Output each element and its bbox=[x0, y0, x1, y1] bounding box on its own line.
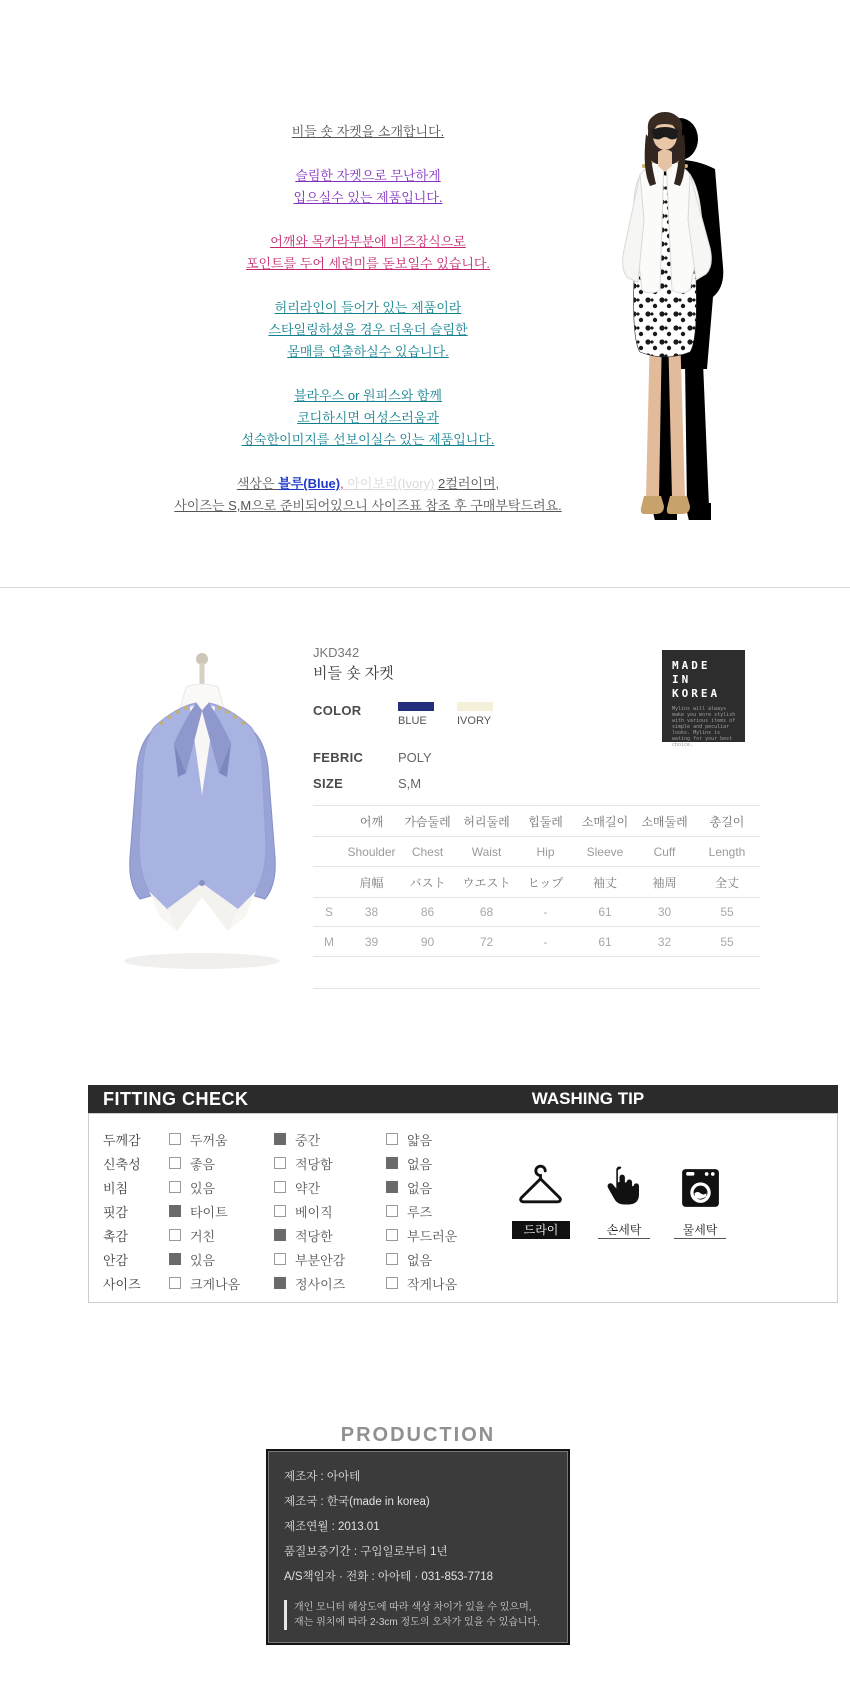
checkbox bbox=[169, 1133, 181, 1145]
col-header: 어깨 bbox=[359, 814, 384, 829]
intro-line: 포인트를 두어 세련미를 돋보일수 있습니다. bbox=[245, 256, 491, 271]
badge-caption: Mylins will always make you more stylish with various items of simple and peculiar looks. Mylins is wating for your best choice. bbox=[672, 706, 736, 748]
checkbox bbox=[274, 1205, 286, 1217]
fitting-row-label: 사이즈 bbox=[103, 1276, 141, 1292]
fitting-option-label: 타이트 bbox=[190, 1204, 228, 1220]
intro-line: 스타일링하셨을 경우 더욱더 슬림한 bbox=[268, 322, 468, 337]
production-note-line: 재는 위치에 따라 2-3cm 정도의 오차가 있을 수 있습니다. bbox=[294, 1617, 540, 1628]
intro-line: 코디하시면 여성스러움과 bbox=[297, 410, 439, 425]
color-line-blue: 블루(Blue) bbox=[278, 476, 341, 491]
size-value: S,M bbox=[398, 776, 422, 791]
cell: 61 bbox=[598, 934, 612, 949]
production-note-line: 개인 모니터 해상도에 따라 색상 차이가 있을 수 있으며, bbox=[294, 1602, 532, 1613]
cell: 68 bbox=[479, 905, 494, 919]
fitting-check-title: FITTING CHECK bbox=[103, 1089, 249, 1109]
fitting-row-label: 신축성 bbox=[103, 1156, 141, 1172]
fitting-option-label: 루즈 bbox=[407, 1204, 433, 1220]
intro-line: 몸매를 연출하실수 있습니다. bbox=[287, 344, 449, 359]
col-header: Sleeve bbox=[586, 844, 624, 859]
section-divider bbox=[0, 587, 850, 588]
size-table bbox=[313, 805, 760, 989]
fitting-row bbox=[103, 1175, 516, 1199]
col-header: 허리둘레 bbox=[463, 814, 510, 829]
col-header: 총길이 bbox=[709, 814, 745, 829]
fitting-option-label: 크게나옴 bbox=[190, 1276, 241, 1292]
production-line: 품질보증기간 : 구입일로부터 1년 bbox=[284, 1546, 448, 1558]
color-swatch-ivory-label: IVORY bbox=[457, 715, 492, 727]
intro-size-line: 사이즈는 S,M으로 준비되어있으니 사이즈표 참조 후 구매부탁드려요. bbox=[174, 498, 562, 513]
fitting-option-label: 적당한 bbox=[295, 1228, 333, 1244]
checkbox bbox=[274, 1253, 286, 1265]
fitting-option-label: 없음 bbox=[407, 1252, 433, 1268]
fitting-option-label: 작게나옴 bbox=[407, 1276, 458, 1292]
fitting-row-label: 비침 bbox=[103, 1180, 129, 1196]
fitting-option-label: 있음 bbox=[190, 1252, 216, 1268]
cell: 38 bbox=[364, 905, 379, 919]
fitting-option-label: 부드러운 bbox=[407, 1228, 458, 1244]
febric-label: FEBRIC bbox=[313, 750, 364, 765]
washing-label-machine-wash: 물세탁 bbox=[674, 1221, 726, 1239]
product-photo bbox=[90, 645, 315, 975]
checkbox bbox=[386, 1277, 398, 1289]
production-box bbox=[266, 1449, 570, 1645]
intro-line: 어깨와 목카라부분에 비즈장식으로 bbox=[270, 234, 466, 249]
badge-line: KOREA bbox=[672, 687, 721, 700]
checkbox bbox=[386, 1181, 398, 1193]
fitting-option-label: 약간 bbox=[295, 1180, 321, 1196]
fitting-option-label: 두꺼움 bbox=[190, 1132, 228, 1148]
col-header: Waist bbox=[471, 844, 502, 859]
fitting-row-label: 핏감 bbox=[103, 1204, 129, 1220]
checkbox bbox=[169, 1205, 181, 1217]
product-title: 비들 숏 자켓 bbox=[313, 665, 394, 682]
col-header: 全丈 bbox=[714, 875, 739, 890]
checkbox bbox=[169, 1277, 181, 1289]
fitting-option-label: 부분안감 bbox=[295, 1252, 346, 1268]
production-title: PRODUCTION bbox=[340, 1424, 496, 1446]
fitting-row bbox=[103, 1247, 516, 1271]
fitting-row bbox=[103, 1127, 516, 1151]
col-header: 소매길이 bbox=[581, 814, 629, 829]
fitting-option-label: 없음 bbox=[407, 1180, 433, 1196]
col-header: 힙둘레 bbox=[528, 814, 563, 829]
washing-tip-title: WASHING TIP bbox=[531, 1089, 645, 1108]
checkbox bbox=[274, 1133, 286, 1145]
size-table-row-m bbox=[313, 927, 760, 957]
checkbox bbox=[386, 1205, 398, 1217]
intro-line: 슬림한 자켓으로 무난하게 bbox=[295, 168, 441, 183]
checkbox bbox=[274, 1277, 286, 1289]
checkbox bbox=[274, 1229, 286, 1241]
size-table-header-jp bbox=[313, 867, 760, 898]
fitting-option-label: 좋음 bbox=[190, 1156, 216, 1172]
intro-line: 허리라인이 들어가 있는 제품이라 bbox=[274, 300, 462, 315]
fitting-row-label: 안감 bbox=[103, 1252, 129, 1268]
checkbox bbox=[169, 1253, 181, 1265]
row-label: S bbox=[324, 905, 333, 919]
production-note bbox=[284, 1600, 552, 1630]
fitting-option-label: 적당함 bbox=[295, 1156, 333, 1172]
size-table-row-s bbox=[313, 898, 760, 927]
checkbox bbox=[386, 1253, 398, 1265]
cell: 30 bbox=[657, 905, 672, 919]
fitting-row bbox=[103, 1223, 516, 1247]
fitting-check-box bbox=[88, 1113, 838, 1303]
color-label: COLOR bbox=[313, 703, 362, 718]
cell: 39 bbox=[364, 934, 379, 949]
checkbox bbox=[169, 1181, 181, 1193]
col-header: 가슴둘레 bbox=[404, 814, 451, 829]
fitting-option-label: 베이직 bbox=[295, 1204, 333, 1220]
color-line-suffix: 2컬러이며, bbox=[438, 476, 500, 491]
cell: 61 bbox=[598, 905, 612, 919]
fitting-row bbox=[103, 1271, 516, 1295]
machine-wash-icon bbox=[677, 1164, 723, 1215]
hand-wash-icon bbox=[603, 1164, 643, 1215]
cell: 55 bbox=[720, 934, 734, 949]
fitting-option-label: 중간 bbox=[295, 1132, 321, 1148]
size-table-header-kr bbox=[313, 806, 760, 837]
checkbox bbox=[386, 1133, 398, 1145]
washing-label-hand-wash: 손세탁 bbox=[598, 1221, 650, 1239]
col-header: Chest bbox=[411, 844, 444, 859]
intro-line: 블라우스 or 원피스와 함께 bbox=[294, 388, 442, 403]
col-header: バスト bbox=[409, 875, 446, 890]
checkbox bbox=[386, 1229, 398, 1241]
checkbox bbox=[274, 1157, 286, 1169]
col-header: 袖丈 bbox=[592, 875, 617, 890]
size-table-header-en bbox=[313, 837, 760, 867]
col-header: 袖周 bbox=[652, 875, 677, 890]
production-line: A/S책임자 · 전화 : 아아테 · 031-853-7718 bbox=[284, 1571, 494, 1583]
checkbox bbox=[169, 1157, 181, 1169]
fitting-row-label: 두께감 bbox=[103, 1132, 141, 1148]
cell: 86 bbox=[420, 905, 435, 919]
cell: - bbox=[543, 905, 548, 919]
col-header: Hip bbox=[536, 844, 555, 859]
model-photo bbox=[602, 100, 752, 520]
product-code: JKD342 bbox=[313, 645, 360, 660]
fitting-row-label: 촉감 bbox=[103, 1228, 129, 1244]
col-header: Shoulder bbox=[347, 844, 396, 859]
fitting-option-label: 얇음 bbox=[407, 1132, 433, 1148]
cell: 90 bbox=[420, 934, 435, 949]
col-header: Length bbox=[708, 844, 746, 859]
fitting-rows bbox=[103, 1127, 516, 1295]
washing-label-dry: 드라이 bbox=[512, 1221, 570, 1239]
col-header: Cuff bbox=[653, 844, 676, 859]
badge-line: MADE bbox=[672, 659, 711, 672]
febric-value: POLY bbox=[398, 750, 432, 765]
fitting-option-label: 있음 bbox=[190, 1180, 216, 1196]
production-line: 제조자 : 아아테 bbox=[284, 1471, 361, 1483]
color-line-comma: , bbox=[340, 476, 344, 491]
cell: 32 bbox=[657, 934, 672, 949]
color-swatch-blue bbox=[398, 702, 434, 711]
col-header: ヒップ bbox=[527, 875, 564, 890]
fitting-check-header-bar bbox=[88, 1085, 838, 1113]
checkbox bbox=[169, 1229, 181, 1241]
color-swatch-ivory bbox=[457, 702, 493, 711]
col-header: ウエスト bbox=[462, 875, 511, 890]
size-label: SIZE bbox=[313, 776, 344, 791]
checkbox bbox=[386, 1157, 398, 1169]
production-line: 제조국 : 한국(made in korea) bbox=[284, 1496, 430, 1508]
fitting-row bbox=[103, 1199, 516, 1223]
size-table-empty-row bbox=[313, 957, 760, 989]
fitting-option-label: 정사이즈 bbox=[295, 1276, 346, 1292]
col-header: 소매둘레 bbox=[641, 814, 688, 829]
color-line-ivory: 아이보리(Ivory) bbox=[343, 476, 439, 491]
intro-line: 입으실수 있는 제품입니다. bbox=[293, 190, 443, 205]
cell: 72 bbox=[479, 934, 494, 949]
intro-line: 비들 숏 자켓을 소개합니다. bbox=[291, 124, 445, 139]
col-header: 肩幅 bbox=[359, 875, 384, 890]
cell: 55 bbox=[720, 905, 734, 919]
intro-line: 성숙한이미지를 선보이실수 있는 제품입니다. bbox=[241, 432, 495, 447]
fitting-option-label: 없음 bbox=[407, 1156, 433, 1172]
fitting-option-label: 거친 bbox=[190, 1228, 216, 1244]
checkbox bbox=[274, 1181, 286, 1193]
badge-line: IN bbox=[672, 673, 692, 686]
production-line: 제조연월 : 2013.01 bbox=[284, 1521, 380, 1533]
color-swatch-blue-label: BLUE bbox=[398, 715, 427, 727]
hanger-icon bbox=[517, 1164, 563, 1215]
color-line-prefix: 색상은 bbox=[236, 476, 279, 491]
row-label: M bbox=[324, 934, 334, 949]
made-in-korea-badge bbox=[662, 650, 745, 748]
fitting-row bbox=[103, 1151, 516, 1175]
cell: - bbox=[543, 934, 548, 949]
